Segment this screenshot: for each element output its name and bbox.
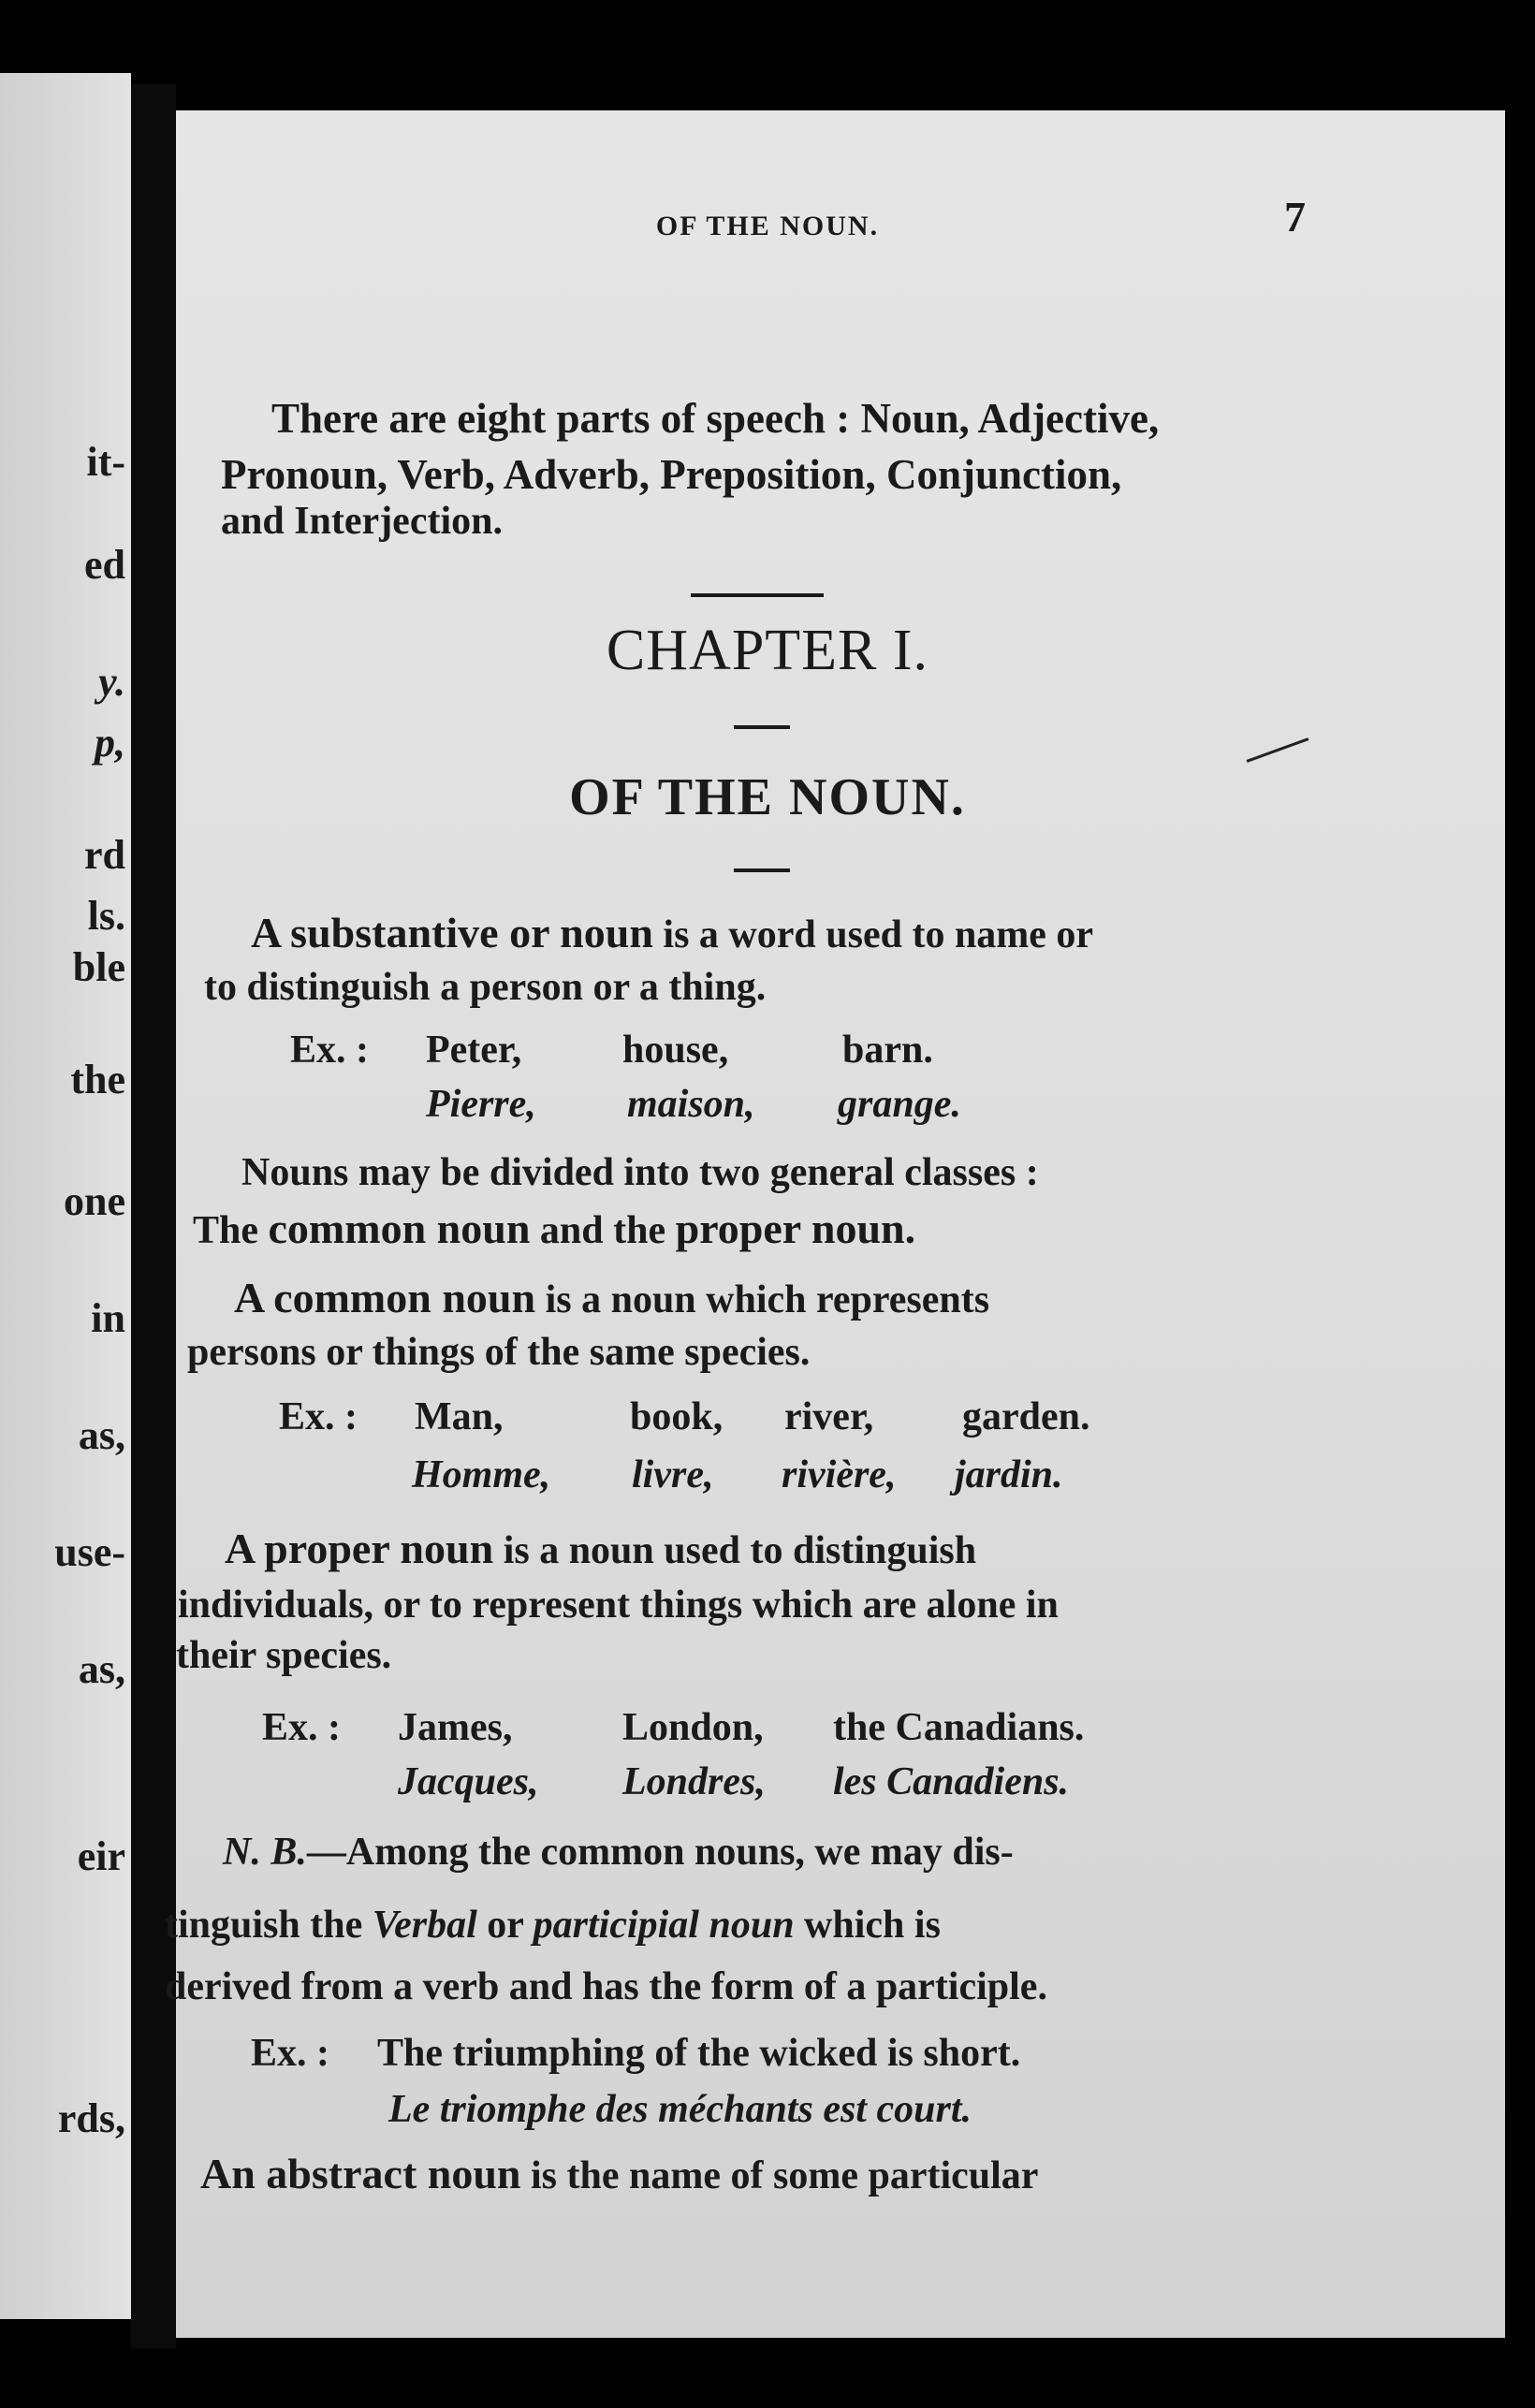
- left-facing-page: [0, 73, 131, 2319]
- left-fragment: use-: [54, 1529, 125, 1575]
- left-fragment: ls.: [87, 893, 125, 939]
- example-word-french: maison,: [627, 1083, 755, 1126]
- left-fragment: rds,: [57, 2095, 125, 2141]
- example-sentence-french: Le triomphe des méchants est court.: [388, 2088, 972, 2131]
- example-word-french: Pierre,: [426, 1083, 536, 1126]
- definition-term: A substantive or noun: [251, 909, 653, 956]
- example-row: [279, 1394, 1168, 1445]
- definition-text: is a noun used to distinguish: [493, 1529, 977, 1572]
- example-word: book,: [630, 1395, 724, 1438]
- page-number: 7: [1284, 193, 1306, 241]
- left-fragment: the: [70, 1057, 125, 1102]
- example-word: Peter,: [426, 1029, 522, 1072]
- example-word-french: Londres,: [622, 1760, 766, 1803]
- note-line: derived from a verb and has the form of a participle.: [165, 1965, 1047, 2008]
- definition-line: [225, 1524, 976, 1576]
- example-row: [412, 1452, 1161, 1503]
- running-head: OF THE NOUN.: [655, 211, 880, 241]
- left-fragment: it-: [86, 439, 125, 485]
- body-line: [193, 1204, 915, 1256]
- example-word: James,: [398, 1706, 513, 1749]
- example-word: house,: [622, 1029, 729, 1072]
- divider-rule: [734, 725, 790, 729]
- example-word: barn.: [842, 1029, 933, 1072]
- left-fragment: as,: [78, 1412, 125, 1458]
- left-fragment: as,: [78, 1646, 125, 1692]
- example-row: [426, 1082, 1081, 1132]
- divider-rule: [734, 868, 790, 872]
- term-participial-noun: participial noun: [533, 1904, 795, 1947]
- note-text: or: [476, 1904, 534, 1947]
- example-word: the Canadians.: [833, 1706, 1085, 1749]
- example-sentence: The triumphing of the wicked is short.: [377, 2032, 1021, 2075]
- intro-line: and Interjection.: [221, 500, 503, 543]
- divider-rule: [691, 593, 824, 597]
- example-word-french: rivière,: [782, 1453, 897, 1496]
- example-word-french: jardin.: [955, 1453, 1063, 1496]
- example-label: Ex. :: [262, 1706, 341, 1749]
- note-line: [165, 1900, 941, 1950]
- definition-line: their species.: [176, 1634, 392, 1677]
- definition-text: is a word used to name or: [652, 913, 1094, 956]
- term-common-noun: common noun: [268, 1204, 531, 1252]
- example-row: [262, 1705, 1198, 1756]
- definition-line: [251, 908, 1093, 960]
- example-word: river,: [784, 1395, 874, 1438]
- note-text: which is: [794, 1904, 941, 1947]
- left-fragment: eir: [77, 1833, 125, 1879]
- note-text: —Among the common nouns, we may dis-: [306, 1831, 1014, 1874]
- example-row: [388, 2087, 1231, 2138]
- left-fragment: ble: [72, 944, 125, 990]
- left-fragment: y.: [98, 659, 125, 705]
- example-word-french: les Canadiens.: [833, 1760, 1070, 1803]
- left-fragment: rd: [84, 832, 125, 878]
- note-text: tinguish the: [165, 1904, 373, 1947]
- body-text: and the: [530, 1209, 676, 1252]
- example-row: [251, 2031, 1280, 2081]
- definition-line: persons or things of the same species.: [187, 1331, 811, 1374]
- example-label: Ex. :: [251, 2032, 329, 2075]
- body-line: Nouns may be divided into two general classes :: [241, 1151, 1039, 1194]
- term-verbal: Verbal: [372, 1904, 477, 1947]
- left-fragment: one: [64, 1178, 125, 1224]
- example-word-french: Homme,: [412, 1453, 551, 1496]
- example-word: London,: [622, 1706, 764, 1749]
- definition-line: individuals, or to represent things which are alone in: [178, 1583, 1059, 1627]
- term-proper-noun: proper noun.: [675, 1204, 916, 1252]
- definition-line: [234, 1273, 989, 1325]
- left-fragment: ed: [84, 542, 125, 588]
- chapter-title: CHAPTER I.: [606, 619, 929, 682]
- body-text: The: [193, 1209, 269, 1252]
- example-word: garden.: [962, 1395, 1090, 1438]
- example-word-french: grange.: [838, 1083, 961, 1126]
- definition-text: is a noun which represents: [535, 1278, 990, 1321]
- definition-term: A common noun: [234, 1274, 536, 1321]
- left-fragment: p,: [95, 720, 125, 766]
- definition-term: A proper noun: [225, 1525, 494, 1572]
- example-word: Man,: [415, 1395, 504, 1438]
- note-label: N. B.: [223, 1831, 307, 1874]
- example-row: [398, 1759, 1240, 1810]
- section-title: OF THE NOUN.: [569, 768, 966, 826]
- intro-line: Pronoun, Verb, Adverb, Preposition, Conjunction,: [221, 451, 1122, 498]
- example-word-french: livre,: [632, 1453, 714, 1496]
- intro-line: There are eight parts of speech : Noun, Adjective,: [271, 395, 1160, 442]
- example-word-french: Jacques,: [398, 1760, 539, 1803]
- definition-term: An abstract noun: [200, 2150, 521, 2197]
- definition-text: is the name of some particular: [520, 2154, 1039, 2197]
- note-line: [223, 1827, 1014, 1877]
- left-fragment: in: [91, 1295, 125, 1341]
- example-label: Ex. :: [290, 1029, 369, 1072]
- example-row: [290, 1028, 1039, 1078]
- example-label: Ex. :: [279, 1395, 358, 1438]
- definition-line: [200, 2149, 1038, 2201]
- definition-line: to distinguish a person or a thing.: [204, 966, 767, 1009]
